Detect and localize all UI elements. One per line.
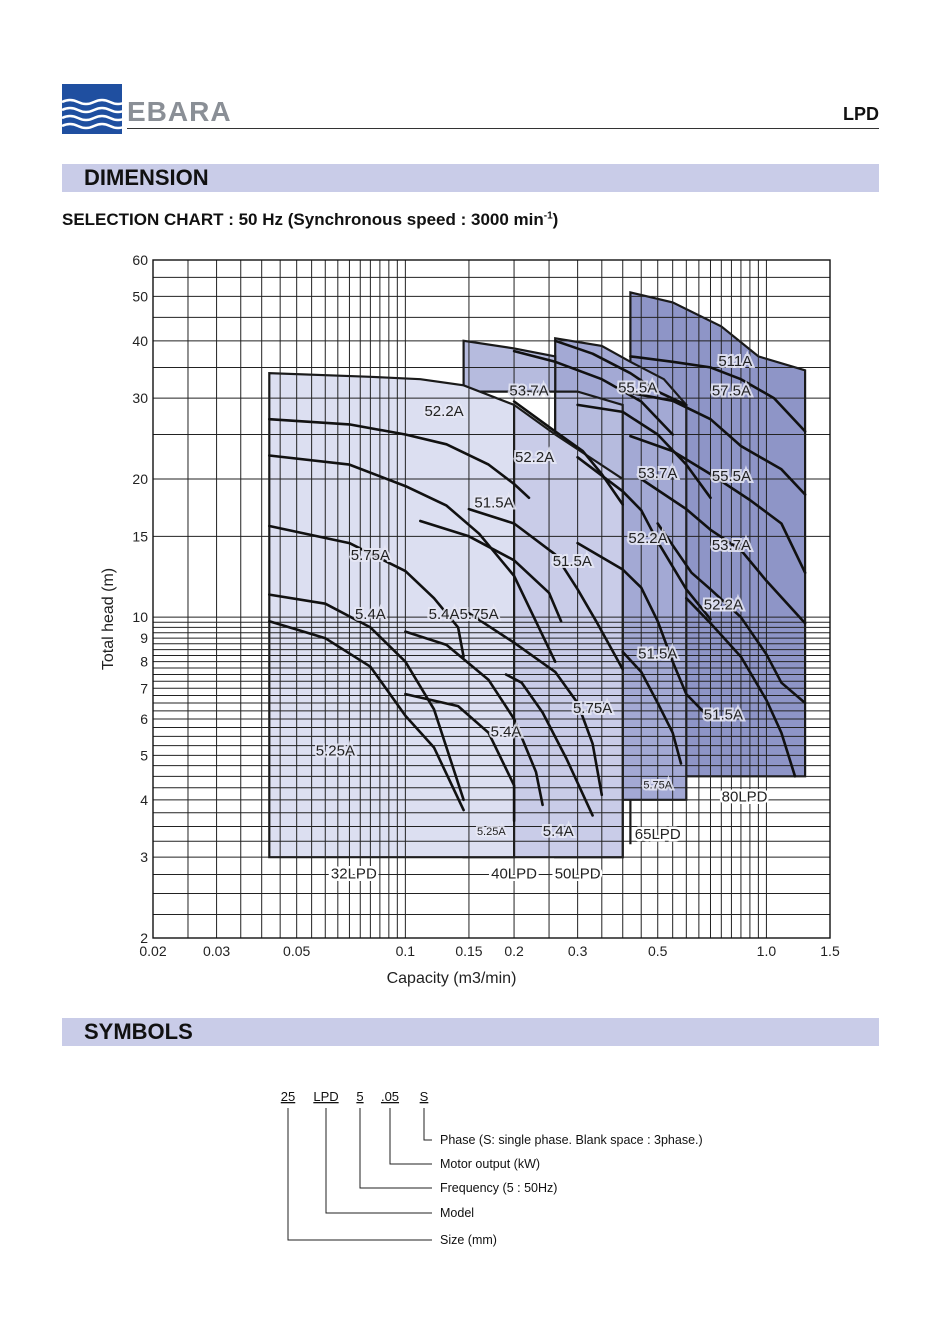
x-tick-label: 1.0	[756, 943, 777, 959]
subtitle-superscript: -1	[543, 210, 553, 222]
curve-label: 511A	[718, 352, 753, 370]
curve-label: 5.25A	[476, 826, 506, 839]
x-tick-label: 0.03	[202, 943, 231, 959]
curve-label: 52.2A	[424, 402, 464, 420]
x-tick-label: 0.1	[395, 943, 416, 959]
symbol-description: Size (mm)	[440, 1233, 497, 1247]
leader-line	[360, 1108, 432, 1188]
selection-chart	[95, 248, 855, 998]
code-part: S	[419, 1089, 429, 1104]
curve-label: 57.5A	[711, 382, 752, 400]
symbol-description: Frequency (5 : 50Hz)	[440, 1181, 558, 1195]
curve-label: 5.4A	[428, 606, 460, 624]
curve-label: 5.75A	[459, 606, 499, 624]
y-tick-label: 8	[140, 653, 148, 670]
region-label-40lpd: 40LPD	[491, 865, 537, 883]
region-label-50lpd: 50LPD	[554, 865, 601, 883]
code-part: LPD	[313, 1089, 339, 1104]
curve-label: 53.7A	[711, 536, 752, 554]
curve-label: 52.2A	[628, 529, 668, 547]
y-tick-label: 9	[140, 630, 148, 647]
curve-label: 5.75A	[572, 700, 613, 718]
curve-label: 51.5A	[703, 706, 743, 724]
y-tick-label: 2	[140, 930, 148, 946]
y-tick-label: 50	[132, 288, 148, 305]
section-bar-dimension: DIMENSION	[62, 164, 879, 192]
curve-label: 55.5A	[711, 467, 752, 485]
curve-label: 5.4A	[354, 606, 386, 624]
x-tick-label: 0.5	[647, 943, 668, 959]
ebara-logo-mark	[62, 84, 122, 134]
curve-label: 53.7A	[638, 465, 678, 483]
curve-label: 53.7A	[509, 382, 549, 400]
y-tick-label: 15	[132, 528, 148, 545]
section-bar-symbols: SYMBOLS	[62, 1018, 879, 1046]
x-axis-title: Capacity (m3/min)	[386, 970, 517, 987]
curve-label: 5.4A	[490, 723, 522, 741]
symbols-diagram	[262, 1082, 762, 1252]
y-tick-label: 10	[132, 609, 148, 626]
code-part: .05	[380, 1089, 400, 1104]
curve-label: 51.5A	[552, 552, 592, 570]
curve-label: 5.75A	[643, 779, 673, 792]
y-tick-label: 60	[132, 252, 148, 268]
curve-label: 52.2A	[703, 596, 743, 614]
symbol-description: Phase (S: single phase. Blank space : 3phase.)	[440, 1133, 703, 1147]
curve-label: 5.4A	[542, 823, 574, 841]
curve-label: 51.5A	[638, 645, 678, 663]
region-label-32lpd: 32LPD	[330, 865, 377, 883]
x-tick-label: 0.3	[567, 943, 588, 959]
symbol-description: Model	[440, 1206, 475, 1220]
subtitle-end: )	[552, 210, 559, 229]
x-tick-label: 0.05	[283, 943, 311, 959]
x-tick-label: 0.15	[455, 943, 483, 959]
selection-chart-subtitle	[62, 210, 558, 230]
subtitle-main: SELECTION CHART : 50 Hz (Synchronous speed : 3000 min	[62, 210, 544, 229]
y-tick-label: 30	[132, 390, 148, 407]
leader-line	[424, 1108, 432, 1140]
symbol-description: Motor output (kW)	[440, 1157, 541, 1171]
ebara-logo-wordmark: EBARA	[127, 96, 232, 127]
y-tick-label: 5	[140, 747, 148, 764]
curve-label: 52.2A	[514, 449, 555, 467]
curve-label: 51.5A	[474, 494, 514, 512]
x-tick-label: 0.02	[139, 943, 167, 959]
header-rule	[127, 128, 879, 129]
y-tick-label: 40	[132, 332, 148, 349]
leader-line	[390, 1108, 432, 1164]
curve-label: 55.5A	[618, 379, 658, 397]
x-tick-label: 1.5	[820, 943, 840, 959]
region-label-80lpd: 80LPD	[721, 788, 768, 806]
y-tick-label: 6	[140, 711, 148, 728]
y-axis-title: Total head (m)	[100, 567, 117, 671]
y-tick-label: 3	[140, 849, 148, 866]
y-tick-label: 4	[140, 791, 148, 808]
document-code: LPD	[843, 104, 879, 124]
y-tick-label: 7	[140, 680, 148, 697]
code-part: 5	[356, 1089, 364, 1104]
code-part: 25	[280, 1089, 296, 1104]
leader-line	[326, 1108, 432, 1213]
x-tick-label: 0.2	[504, 943, 524, 959]
curve-label: 5.25A	[315, 742, 355, 760]
y-tick-label: 20	[132, 470, 148, 487]
curve-label: 5.75A	[350, 546, 390, 564]
region-label-65lpd: 65LPD	[634, 826, 681, 844]
